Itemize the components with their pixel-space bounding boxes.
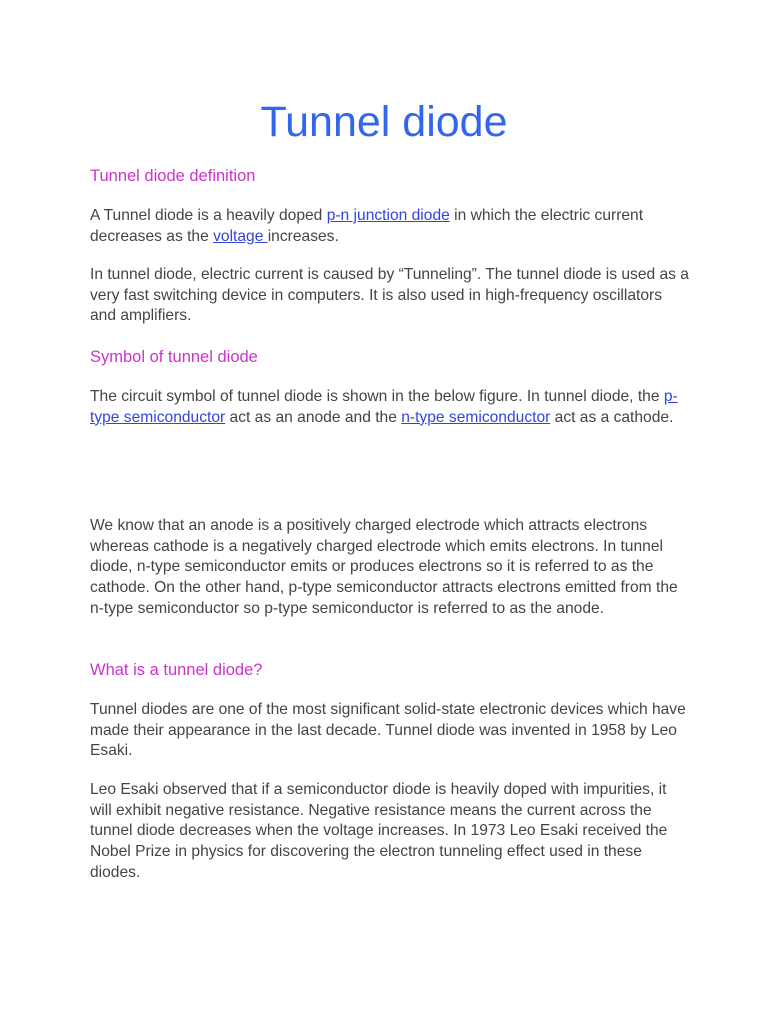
- heading-tunnel-diode-definition: Tunnel diode definition: [90, 167, 256, 185]
- paragraph-symbol: [90, 387, 690, 428]
- paragraph-anode-cathode: We know that an anode is a positively charged electrode which attracts electrons whereas cathode is a negatively charged electrode which emits electrons. In tunnel diode, n-type semiconductor emits or produces electrons so it is referred to as the cathode. On the other hand, p-type semiconductor attracts electrons emitted from the n-type semiconductor so p-type semiconductor is referred to as the anode.: [90, 517, 678, 617]
- document-title: Tunnel diode: [260, 98, 508, 146]
- paragraph-text: A Tunnel diode is a heavily doped: [90, 207, 327, 224]
- paragraph-text: The circuit symbol of tunnel diode is shown in the below figure. In tunnel diode, the: [90, 388, 664, 405]
- heading-symbol-of-tunnel-diode: Symbol of tunnel diode: [90, 348, 258, 366]
- paragraph-definition: [90, 206, 690, 247]
- link-voltage[interactable]: voltage: [213, 227, 268, 245]
- paragraph-negative-resistance: Leo Esaki observed that if a semiconductor diode is heavily doped with impurities, it will exhibit negative resistance. Negative resistance means the current across the tunnel diode decreases when the voltage increases. In 1973 Leo Esaki received the Nobel Prize in physics for discovering the electron tunneling effect used in these diodes.: [90, 781, 668, 881]
- link-p-type-semiconductor[interactable]: p-type semiconductor: [90, 388, 678, 426]
- paragraph-tunneling: In tunnel diode, electric current is caused by “Tunneling”. The tunnel diode is used as a very fast switching device in computers. It is also used in high-frequency oscillators and amplifiers.: [90, 266, 689, 325]
- paragraph-text: act as a cathode.: [550, 408, 674, 426]
- paragraph-history: Tunnel diodes are one of the most significant solid-state electronic devices which have made their appearance in the last decade. Tunnel diode was invented in 1958 by Leo Esaki.: [90, 701, 686, 760]
- link-n-type-semiconductor[interactable]: n-type semiconductor: [401, 408, 551, 426]
- heading-what-is-a-tunnel-diode: What is a tunnel diode?: [90, 661, 263, 679]
- link-pn-junction-diode[interactable]: p-n junction diode: [326, 207, 450, 224]
- paragraph-text: increases.: [267, 227, 339, 245]
- paragraph-text: act as an anode and the: [225, 408, 402, 426]
- paragraph-text: in which the electric current decreases as the: [90, 207, 644, 245]
